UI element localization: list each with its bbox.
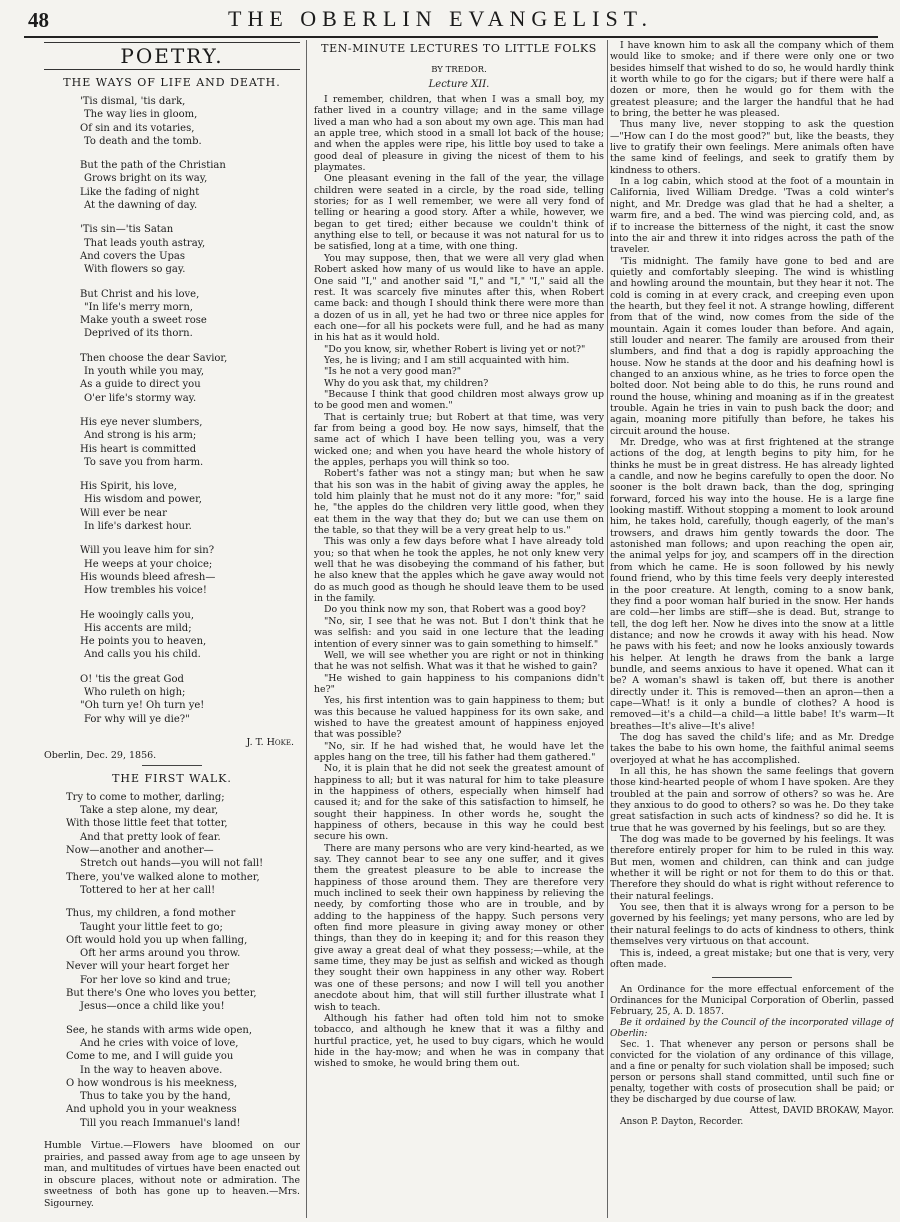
- paragraph: You may suppose, then, that we were all very glad when Robert asked how many of us would like to have an apple. One said "I," and another said "I," and "I," "I," said all the rest. It was scarcely five minutes after this, when Robert came back: and though I should think there were more than a dozen of us in all, yet he had two or three nice apples for each one—for all his pockets were full, and he had as many in his hat as it would hold.: [314, 252, 604, 344]
- poem-line: His eye never slumbers,: [80, 416, 203, 428]
- poem-line: With flowers so gay.: [84, 264, 186, 276]
- poem-line: "Oh turn ye! Oh turn ye!: [80, 700, 205, 712]
- poem-line: There, you've walked alone to mother,: [66, 871, 260, 883]
- paragraph: In a log cabin, which stood at the foot of a mountain in California, lived William Dredge. 'Twas a cold winter's night, and Mr. Dredge was glad that he had a shelter, a warm fire, and a bed. The wind was piercing cold, and, as if to increase the bitterness of the night, it cast the snow into the air and threw it into ridges across the path of the traveler.: [610, 176, 894, 256]
- paragraph: Yes, his first intention was to gain happiness to them; but was this because he valued happiness for its own sake, and wished to have the greatest amount of happiness enjoyed that was possible?: [314, 695, 604, 741]
- paragraph: No, it is plain that he did not seek the greatest amount of happiness to all; but it was natural for him to take pleasure in the happiness of others, especially when himself had caused it; and for the sake of this satisfaction to himself, he sought their happiness. In other words he, sought the happiness of others, because in this way he could best secure his own.: [314, 763, 604, 843]
- poetry-column: [44, 40, 300, 1209]
- paragraph: This was only a few days before what I have already told you; so that when he took the apples, he not only knew very well that he was disobeying the command of his father, but he also knew that the apples which he gave away would not do as much good as though he should leave them to be used in the family.: [314, 536, 604, 605]
- poem-line: 'Tis sin—'tis Satan: [80, 224, 174, 236]
- lecture-text: [314, 94, 604, 1070]
- poem-line: O'er life's stormy way.: [84, 392, 197, 404]
- paragraph: "No, sir. If he had wished that, he would have let the apples hang on the tree, till his father had them gathered.": [314, 740, 604, 763]
- poem-line: Will you leave him for sin?: [80, 545, 215, 557]
- stanza: [80, 159, 300, 212]
- lecture-heading: TEN-MINUTE LECTURES TO LITTLE FOLKS: [321, 42, 597, 55]
- paragraph: Robert's father was not a stingy man; but when he saw that his son was in the habit of giving away the apples, he told him plainly that he must not do it any more: "for," said he, "the apples do the children very little good, when they eat them in the way that they do; but we can use them on the table, so that they will be a very great help to us.": [314, 468, 604, 537]
- poem-line: In life's darkest hour.: [84, 521, 192, 533]
- poem-line: Try to come to mother, darling;: [66, 791, 225, 803]
- poem-line: As a guide to direct you: [80, 379, 201, 391]
- paragraph: There are many persons who are very kind-hearted, as we say. They cannot bear to see any one suffer, and it gives them the greatest pleasure to be able to increase the happiness of those around them. They are therefore very much inclined to seek their own happiness by relieving the needy, by comforting those who are in trouble, and by adding to the happiness of the happy. Such persons very often find more pleasure in giving away money or other things, than they do in keeping it; and for this reason they give away a great deal of what they possess;—while, at the same time, they may be just as selfish and wicked as though they sought their own happiness in any other way. Robert was one of these persons; and now I will tell you another anecdote about him, that will still further illustrate what I wish to teach.: [314, 842, 604, 1013]
- paragraph: Well, we will see whether you are right or not in thinking that he was not selfish. What was it that he wished to gain?: [314, 649, 604, 673]
- poem-body: [44, 95, 300, 726]
- poem-line: And calls you his child.: [84, 649, 201, 661]
- paragraph: Do you think now my son, that Robert was a good boy?: [324, 604, 586, 616]
- paragraph: I remember, children, that when I was a small boy, my father lived in a country village; and in the same village lived a man who had a son about my own age. This man had an apple tree, which stood in a small lot back of the house; and when the apples were ripe, his little boy used to take a good deal of pleasure in giving the nicest of them to his playmates.: [314, 94, 604, 174]
- stanza: [66, 1024, 300, 1130]
- stanza: [66, 907, 300, 1013]
- stanza: [80, 480, 300, 533]
- poem-line: He points you to heaven,: [80, 636, 207, 648]
- lecture-byline: BY TREDOR.: [431, 65, 487, 75]
- paragraph: "He wished to gain happiness to his companions didn't he?": [314, 672, 604, 695]
- paragraph: Why do you ask that, my children?: [324, 377, 489, 389]
- paragraph: "No, sir, I see that he was not. But I don't think that he was selfish: and you said in one lecture that the leading intention of every sinner was to gain something to himself.": [314, 615, 604, 650]
- poem-line: Thus, my children, a fond mother: [66, 908, 236, 920]
- poem-line: Taught your little feet to go;: [80, 921, 223, 933]
- poem-line: Never will your heart forget her: [66, 961, 230, 973]
- poem-line: See, he stands with arms wide open,: [66, 1024, 252, 1036]
- ordinance-attest: Attest, DAVID BROKAW, Mayor.: [749, 1106, 894, 1117]
- poem-line: Make youth a sweet rose: [80, 315, 207, 327]
- lecture-number: Lecture XII.: [428, 79, 490, 90]
- lecture-text-continued: [610, 40, 894, 970]
- column-divider: [607, 40, 608, 1218]
- paragraph: "Is he not a very good man?": [324, 366, 462, 378]
- poem-line: That leads youth astray,: [84, 237, 206, 249]
- paragraph: "Because I think that good children most always grow up to be good men and women.": [314, 388, 604, 412]
- poem-line: His wounds bleed afresh—: [80, 571, 216, 583]
- poem-title: THE WAYS OF LIFE AND DEATH.: [63, 76, 281, 89]
- humble-virtue-paragraph: Humble Virtue.—Flowers have bloomed on our prairies, and passed away from age to age unseen by man, and multitudes of virtues have been enacted out in obscure places, without note or admiration. The sweetness of both has gone up to heaven.—Mrs. Sigourney.: [44, 1140, 300, 1209]
- poem-line: How trembles his voice!: [84, 585, 207, 597]
- poem-line: Grows bright on its way,: [84, 173, 208, 185]
- paragraph: In all this, he has shown the same feelings that govern those kind-hearted people of whom I have spoken. Are they troubled at the pain and sorrow of others? so was he. Are they anxious to do good to others? so was he. Do they take great satisfaction in such acts of kindness? so did he. It is true that he was governed by his feelings, but so are they.: [610, 766, 894, 834]
- poem-line: Then choose the dear Savior,: [80, 352, 228, 364]
- paragraph: You see, then that it is always wrong for a person to be governed by his feelings; yet many persons, who are led by their natural feelings to do acts of kindness to others, think themselves very virtuous on that account.: [610, 902, 894, 948]
- poem-line: For her love so kind and true;: [80, 974, 231, 986]
- poem-line: His heart is committed: [80, 443, 197, 455]
- page-number: 48: [28, 8, 49, 32]
- poem-line: He wooingly calls you,: [80, 609, 195, 621]
- poem-line: Tottered to her at her call!: [80, 884, 216, 896]
- poem-line: Who ruleth on high;: [84, 686, 186, 698]
- poem-title: THE FIRST WALK.: [112, 771, 232, 785]
- ordinance: [610, 985, 894, 1128]
- poem-line: And uphold you in your weakness: [66, 1104, 237, 1116]
- paragraph: I have known him to ask all the company which of them would like to smoke; and if there were only one or two besides himself that wished to do so, he would hardly think it worth while to go for the cigars; but if there were half a dozen or more, then he would go for them with the greatest pleasure; and the larger the handful that he had to bring, the better he was pleased.: [610, 40, 894, 120]
- poem-line: And strong is his arm;: [84, 430, 197, 442]
- poem-line: To save you from harm.: [84, 456, 204, 468]
- poem-line: His wisdom and power,: [84, 494, 202, 506]
- ordinance-enactment: Be it ordained by the Council of the incorporated village of Oberlin:: [610, 1018, 894, 1040]
- poem-line: 'Tis dismal, 'tis dark,: [80, 96, 186, 107]
- paragraph: The dog has saved the child's life; and as Mr. Dredge takes the babe to his own home, the faithful animal seems overjoyed at what he has accomplished.: [610, 731, 894, 766]
- paragraph: This is, indeed, a great mistake; but one that is very, very often made.: [610, 947, 894, 970]
- poem-line: Oft would hold you up when falling,: [66, 934, 248, 946]
- stanza: [80, 288, 300, 341]
- stanza: [80, 223, 300, 276]
- poem-line: Take a step alone, my dear,: [80, 805, 219, 817]
- poem-line: With those little feet that totter,: [66, 818, 228, 830]
- section-heading: POETRY.: [44, 42, 300, 70]
- poem-line: Stretch out hands—you will not fall!: [80, 858, 264, 870]
- masthead: [28, 6, 878, 36]
- poem-line: His Spirit, his love,: [80, 481, 177, 493]
- paragraph: Although his father had often told him not to smoke tobacco, and although he knew that it was a filthy and hurtful practice, yet, he used to buy cigars, which he would hide in the hay-mow; and when he was in company that wished to smoke, he would bring them out.: [314, 1012, 604, 1070]
- stanza: [80, 95, 300, 148]
- poem-line: In the way to heaven above.: [80, 1064, 223, 1076]
- paragraph: The dog was made to be governed by his feelings. It was therefore entirely proper for him to be ruled in this way. But men, women and children, can think and can judge whether it will be right or not for them to do this or that. Therefore they should do what is right without reference to their natural feelings.: [610, 834, 894, 902]
- stanza: [80, 673, 300, 726]
- paragraph: One pleasant evening in the fall of the year, the village children were seated in a circle, by the road side, telling stories; for as I well remember, we were all very fond of telling or hearing a good story. After a while, however, we began to get tired; either because we couldn't think of anything else to tell, or because it was not natural for us to be satisfied, long at a time, with one thing.: [314, 173, 604, 253]
- poem-line: In youth while you may,: [84, 366, 205, 378]
- poem-line: But the path of the Christian: [80, 160, 226, 172]
- poem-line: To death and the tomb.: [84, 135, 202, 147]
- poem-line: Come to me, and I will guide you: [66, 1051, 234, 1063]
- poem-dateline: Oberlin, Dec. 29, 1856.: [44, 749, 157, 761]
- divider: [712, 977, 792, 978]
- paragraph: Thus many live, never stopping to ask the question—"How can I do the most good?" but, like the beasts, they live to gratify their own feelings. Mere animals often have the same kind of feelings, and seek to gratify them by kindness to others.: [610, 119, 894, 176]
- poem-line: Till you reach Immanuel's land!: [80, 1117, 241, 1129]
- lecture-continued-column: [610, 40, 894, 1128]
- paragraph: 'Tis midnight. The family have gone to bed and are quietly and comfortably sleeping. The wind is whistling and howling around the mountain, but they hear it not. The cold is coming in at every crack, and creeping even upon the hearth, but they feel it not. A strange howling, different from that of the wind, now comes from the side of the mountain. Again it comes louder than before. And again, still louder and nearer. The family are aroused from their slumbers, and find that a dog is rapidly approaching the house. Now he stands at the door and his deafning howl is changed to an anxious whine, as he tries to force open the bolted door. Not being able to do this, he runs round and round the house, whining and moaning as if in the greatest trouble. Again he tries in vain to push back the door; and again, moaning more pitifully than before, he takes his circuit around the house.: [610, 255, 894, 437]
- poem-line: Will ever be near: [80, 507, 167, 519]
- stanza: [80, 416, 300, 469]
- poem-line: And that pretty look of fear.: [80, 831, 221, 843]
- ordinance-section: Sec. 1. That whenever any person or persons shall be convicted for the violation of any ordinance of this village, and a fine or penalty for such violation shall be imposed; such person or persons shall stand committed, until such fine or penalty, together with costs of prosecution shall be paid; or they be discharged by due course of law.: [610, 1040, 894, 1106]
- poem-body: [44, 791, 300, 1130]
- paragraph: That is certainly true; but Robert at that time, was very far from being a good boy. He now says, himself, that the same act of which I have been telling you, was a very wicked one; and when you have heard the whole history of the apples, perhaps you will think so too.: [314, 411, 604, 468]
- poem-line: Jesus—once a child like you!: [80, 1001, 225, 1013]
- lecture-column: [314, 40, 604, 1070]
- paragraph: "Do you know, sir, whether Robert is living yet or not?": [324, 343, 586, 355]
- poem-line: Like the fading of night: [80, 186, 200, 198]
- poem-line: Thus to take you by the hand,: [80, 1091, 231, 1103]
- paragraph: Mr. Dredge, who was at first frightened at the strange actions of the dog, at length begins to pity him, for he thinks he must be in great distress. He has already lighted a candle, and now he begins carefully to open the door. No sooner is the bolt drawn back, than the dog, springing forward, forced his way into the house. He is a large fine looking mastiff. Without stopping a moment to look around him, he takes hold, carefully, though eagerly, of the man's trowsers, and draws him gently towards the door. The astonished man follows; and upon reaching the open air, the animal yelps for joy, and scampers off in the direction from which he came. He is soon followed by his newly found friend, who by this time feels very deeply interested in the poor creature. At length, coming to a snow bank, they find a poor woman half buried in the snow. Her hands are cold—her limbs are stiff—she is dead. But, strange to tell, the dog left her. Now he dives into the snow at a little distance; and now he crowds it away with his head. Now he paws with his feet; and now he looks anxiously towards his helper. At length he draws from the bank a large bundle, and seems anxious to have it opened. What can it be? A woman's shawl is taken off, but there is another directly under it. This is removed—then an apron—then a cape—What! is it only a bundle of clothes? A hood is removed—it's a child—a child—a little babe! It's warm—It breathes—It's alive—It's alive!: [610, 437, 894, 732]
- poem-line: Oft her arms around you throw.: [80, 948, 241, 960]
- poem-line: His accents are mild;: [84, 622, 192, 634]
- stanza: [66, 791, 300, 897]
- poem-line: For why will ye die?": [84, 713, 190, 725]
- poem-line: He weeps at your choice;: [84, 558, 213, 570]
- ordinance-intro: An Ordinance for the more effectual enforcement of the Ordinances for the Municipal Corporation of Oberlin, passed February, 25, A. D. 1857.: [610, 985, 894, 1018]
- masthead-rule: [24, 36, 878, 38]
- poem-signature: J. T. Hoke.: [246, 736, 294, 748]
- poem-line: Now—another and another—: [66, 845, 214, 857]
- poem-line: O! 'tis the great God: [80, 673, 184, 685]
- poem-line: Deprived of its thorn.: [84, 328, 193, 340]
- stanza: [80, 609, 300, 662]
- paragraph: Yes, he is living; and I am still acquainted with him.: [324, 354, 570, 366]
- poem-line: O how wondrous is his meekness,: [66, 1077, 238, 1089]
- poem-line: At the dawning of day.: [84, 200, 198, 212]
- poem-line: Of sin and its votaries,: [80, 122, 195, 134]
- poem-line: The way lies in gloom,: [84, 109, 198, 121]
- stanza: [80, 544, 300, 597]
- stanza: [80, 352, 300, 405]
- poem-line: But there's One who loves you better,: [66, 988, 257, 1000]
- poem-line: And covers the Upas: [80, 250, 185, 262]
- ordinance-recorder: Anson P. Dayton, Recorder.: [620, 1117, 744, 1128]
- newspaper-title: THE OBERLIN EVANGELIST.: [228, 6, 653, 31]
- poem-line: "In life's merry morn,: [84, 301, 193, 313]
- column-divider: [306, 40, 307, 1218]
- divider: [142, 765, 202, 766]
- poem-line: But Christ and his love,: [80, 288, 200, 300]
- poem-line: And he cries with voice of love,: [80, 1037, 239, 1049]
